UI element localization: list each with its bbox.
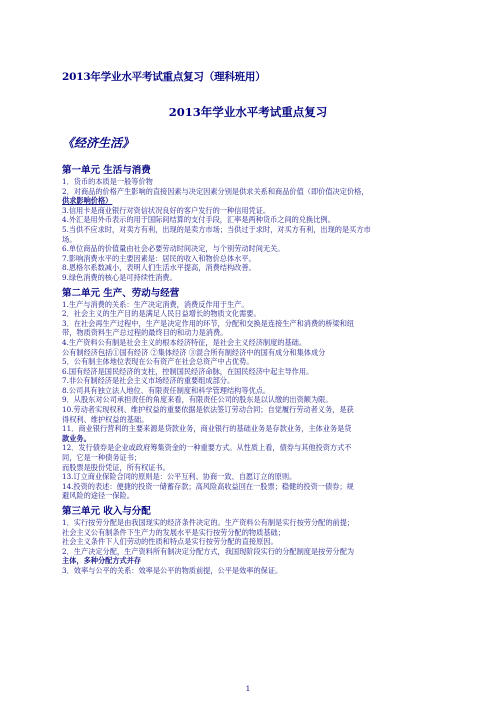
text-line: 社会主义条件下人们劳动的性质和特点是实行按劳分配的直接原因。	[62, 537, 278, 547]
text-line: 2．对商品的价格产生影响的直接因素与决定因素分别是供求关系和商品价值（即价值决定价格，	[62, 186, 369, 196]
unit-2-lines	[62, 300, 442, 501]
document-subtitle: 2013年学业水平考试重点复习	[168, 105, 328, 119]
text-line: 7.非公有制经济是社会主义市场经济的重要组成部分。	[62, 376, 235, 386]
text-line: 款业务。	[62, 433, 91, 443]
document-body	[62, 160, 442, 576]
text-line: 2．生产决定分配，生产资料所有制决定分配方式，我国现阶段实行的分配制度是按劳分配为	[62, 546, 355, 556]
text-line: 1.生产与消费的关系：生产决定消费，消费反作用于生产。	[62, 299, 249, 309]
text-line: 1．货币的本质是一般等价物	[62, 177, 153, 186]
text-line: 场。	[62, 234, 77, 244]
text-line: 公有制经济包括①国有经济 ②集体经济 ③混合所有制经济中的国有成分和集体成分	[62, 347, 326, 357]
text-line: 13.订立商业保险合同的原则是：公平互利、协商一致、自愿订立的原则。	[62, 472, 297, 482]
text-line: 7.影响消费水平的主要因素是：居民的收入和物价总体水平。	[62, 253, 256, 263]
text-line: 避风险的途径一保险。	[62, 491, 134, 501]
text-line: 同，它是一种债务证书；	[62, 453, 142, 463]
text-line: 8.公司具有独立法人地位、有限责任制度和科学管理结构等优点。	[62, 385, 271, 395]
book-title: 《经济生活》	[62, 136, 135, 150]
page-number: 1	[245, 685, 251, 693]
text-line: 3．在社会再生产过程中，生产是决定作用的环节，分配和交换是连接生产和消费的桥梁和纽	[62, 318, 355, 328]
unit-1-lines	[62, 177, 442, 283]
text-line: 1．实行按劳分配是由我国现实的经济条件决定的。生产资料公有制是实行按劳分配的前提；	[62, 518, 355, 527]
text-line: 5．公有制主体地位表现在公有资产在社会总资产中占优势。	[62, 357, 254, 367]
text-line: 9．从股东对公司承担责任的角度来看，有限责任公司的股东是以认缴的出资额为限。	[62, 395, 333, 405]
text-line: 12．发行债券是企业或政府筹集资金的一种重要方式。从性质上看，债券与其他投资方式不	[62, 443, 352, 453]
text-line: 2．社会主义的生产目的是满足人民日益增长的物质文化需要。	[62, 309, 261, 319]
text-line: 14.投资的表述：便捷的投资一储蓄存款；高风险高收益回在一股票；稳健的投资一债券；规	[62, 481, 354, 491]
text-line: 11．商业银行营利的主要来源是贷款业务，商业银行的基础业务是存款业务，主体业务是贷	[62, 424, 352, 434]
text-line: 3．效率与公平的关系：效率是公平的物质前提，公平是效率的保证。	[62, 565, 283, 575]
unit-2-title: 第二单元 生产、劳动与经营	[62, 287, 180, 299]
text-line: 带，物质资料生产总过程的最终目的和动力是消费。	[62, 328, 228, 338]
text-line: 社会主义公有制条件下生产力的发展水平是实行按劳分配的物质基础；	[62, 527, 285, 537]
text-line: 5.当供不应求时，对卖方有利，出现的是卖方市场；当供过于求时，对买方有利，出现的是买方市	[62, 224, 371, 234]
unit-3-lines	[62, 518, 442, 576]
text-line: 而股票是股份凭证，所有权证书。	[62, 462, 170, 472]
document-title: 2013年学业水平考试重点复习（理科班用）	[62, 71, 266, 83]
text-line: 4.生产资料公有制是社会主义的根本经济特征，是社会主义经济制度的基础。	[62, 337, 307, 347]
text-line: 4.外汇是用外币表示的用于国际间结算的支付手段，汇率是两种货币之间的兑换比例。	[62, 215, 335, 225]
text-line: 供求影响价格）	[62, 196, 113, 206]
text-line: 8.恩格尔系数减小，表明人们生活水平提高，消费结构改善。	[62, 263, 256, 273]
text-line: 10.劳动者实现权利、维护权益的重要依据是依法签订劳动合同；自觉履行劳动者义务，是获	[62, 405, 354, 415]
text-line: 主体，多种分配方式并存	[62, 556, 142, 566]
unit-3-title: 第三单元 收入与分配	[62, 506, 151, 517]
text-line: 9.绿色消费的核心是可持续性消费。	[62, 272, 177, 282]
text-line: 6.单位商品的价值量由社会必要劳动时间决定，与个别劳动时间无关。	[62, 244, 285, 254]
text-line: 3.信用卡是商业银行对资信状况良好的客户发行的一种信用凭证。	[62, 205, 271, 215]
text-line: 6.国有经济是国民经济的支柱，控制国民经济命脉，在国民经济中起主导作用。	[62, 366, 314, 376]
text-line: 得权利、维护权益的基础。	[62, 414, 149, 424]
unit-1-title: 第一单元 生活与消费	[62, 165, 151, 176]
